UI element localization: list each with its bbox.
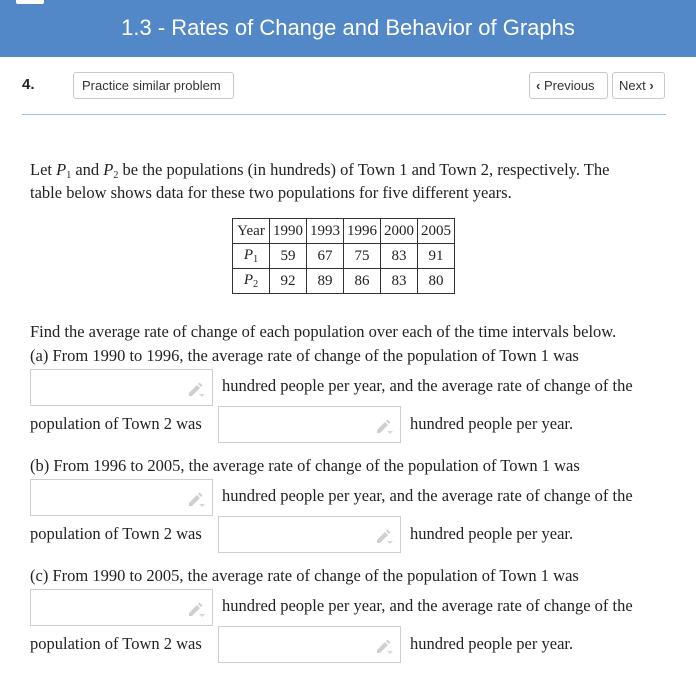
table-cell: 59: [270, 244, 307, 269]
practice-similar-button[interactable]: Practice similar problem: [73, 72, 234, 99]
pencil-icon[interactable]: [374, 417, 394, 435]
intro-line-1: Let $P_1$ and $P_2$ be the populations (in hundreds) of Town 1 and Town 2, respectively. The: [30, 160, 610, 181]
table-cell: 1993: [307, 219, 344, 244]
chevron-right-icon: ›: [649, 78, 654, 93]
answer-input-a-town1[interactable]: [30, 369, 213, 406]
part-c-per-year: hundred people per year.: [410, 634, 574, 653]
header-corner-button[interactable]: [16, 0, 44, 4]
table-cell: 91: [418, 244, 455, 269]
question-number: 4.: [22, 76, 35, 93]
answer-input-b-town1[interactable]: [30, 479, 213, 516]
answer-input-c-town1[interactable]: [30, 589, 213, 626]
divider: [22, 114, 666, 115]
part-b-per-year: hundred people per year.: [410, 524, 574, 543]
table-row-years: [233, 219, 455, 244]
part-a-text: (a) From 1990 to 1996, the average rate of change of the population of Town 1 was: [30, 346, 579, 365]
part-b-town2-label: population of Town 2 was: [30, 524, 202, 543]
pencil-icon[interactable]: [186, 600, 206, 618]
part-c-text: (c) From 1990 to 2005, the average rate of change of the population of Town 1 was: [30, 566, 579, 585]
pencil-icon[interactable]: [374, 637, 394, 655]
answer-input-b-town2[interactable]: [218, 516, 401, 553]
pencil-icon[interactable]: [186, 490, 206, 508]
pencil-icon[interactable]: [374, 527, 394, 545]
table-cell: 83: [381, 269, 418, 294]
table-row-p2: [233, 269, 455, 294]
instructions: Find the average rate of change of each population over each of the time intervals below.: [30, 322, 617, 341]
next-button[interactable]: [612, 72, 665, 99]
table-row-label: $P_1$: [233, 244, 270, 269]
table-row-p1: [233, 244, 455, 269]
table-cell: 2000: [381, 219, 418, 244]
part-a-after-first: hundred people per year, and the average rate of change of the: [222, 376, 633, 395]
part-a-per-year: hundred people per year.: [410, 414, 574, 433]
pencil-icon[interactable]: [186, 380, 206, 398]
table-cell: 89: [307, 269, 344, 294]
page-title: 1.3 - Rates of Change and Behavior of Graphs: [121, 15, 575, 40]
part-a-town2-label: population of Town 2 was: [30, 414, 202, 433]
previous-button[interactable]: [529, 72, 608, 99]
intro-line-2: table below shows data for these two populations for five different years.: [30, 183, 512, 202]
table-cell: 92: [270, 269, 307, 294]
table-cell: 83: [381, 244, 418, 269]
table-cell: 86: [344, 269, 381, 294]
header-bar: [0, 0, 696, 57]
answer-input-c-town2[interactable]: [218, 626, 401, 663]
table-cell: 80: [418, 269, 455, 294]
table-cell: 2005: [418, 219, 455, 244]
table-row-label: $P_2$: [233, 269, 270, 294]
previous-label: Previous: [543, 78, 595, 93]
table-cell: 75: [344, 244, 381, 269]
next-label: Next: [619, 78, 646, 93]
part-c-town2-label: population of Town 2 was: [30, 634, 202, 653]
table-cell: 1996: [344, 219, 381, 244]
part-b-after-first: hundred people per year, and the average rate of change of the: [222, 486, 633, 505]
table-cell: 67: [307, 244, 344, 269]
table-cell: 1990: [270, 219, 307, 244]
answer-input-a-town2[interactable]: [218, 406, 401, 443]
population-table: [232, 218, 455, 294]
part-c-after-first: hundred people per year, and the average rate of change of the: [222, 596, 633, 615]
table-cell: Year: [233, 219, 270, 244]
part-b-text: (b) From 1996 to 2005, the average rate of change of the population of Town 1 was: [30, 456, 580, 475]
chevron-left-icon: ‹: [536, 78, 541, 93]
